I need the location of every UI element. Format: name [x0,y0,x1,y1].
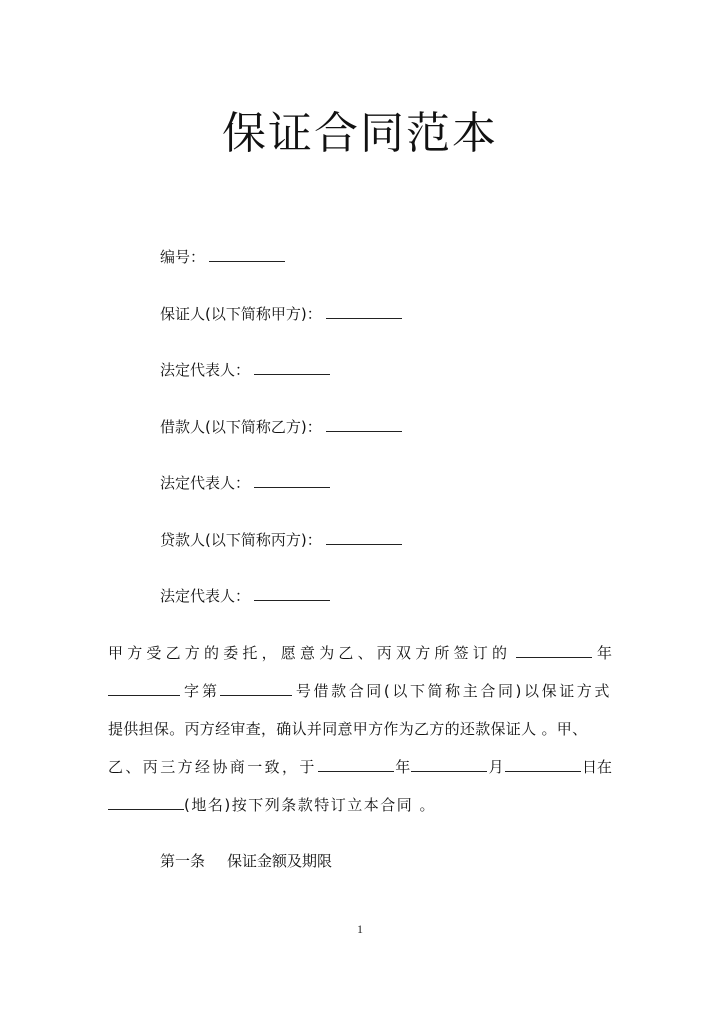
field-lender-legal-rep [160,585,330,607]
field-label: 贷款人(以下简称丙方)： [160,531,322,549]
blank-line [326,417,402,432]
text-segment: 号借款合同(以下简称主合同)以保证方式 [295,682,612,700]
text-segment: 年 [596,644,612,662]
field-label: 法定代表人： [160,361,251,379]
paragraph-line-4 [108,756,612,778]
text-segment: 提供担保。丙方经审查，确认并同意甲方作为乙方的还款保证人 。甲、 [108,720,588,738]
blank-line [254,360,330,375]
paragraph-line-1 [108,642,612,664]
blank-line [318,757,394,772]
text-segment: 字第 [183,682,220,700]
page-number: 1 [357,922,363,936]
article-number: 第一条 [160,852,206,870]
field-borrower-legal-rep [160,472,330,494]
field-label: 借款人(以下简称乙方)： [160,418,322,436]
text-segment: 乙、丙三方经协商一致，于 [108,758,317,776]
paragraph-line-3 [108,718,612,740]
field-lender [160,529,402,551]
blank-line [209,247,285,262]
blank-line [326,530,402,545]
text-segment: (地名)按下列条款特订立本合同 。 [184,796,436,814]
document-title: 保证合同范本 [222,108,498,159]
blank-line [505,757,581,772]
article-heading [160,850,332,872]
field-guarantor [160,303,402,325]
text-segment: 年 [395,758,411,776]
blank-line [516,643,592,658]
field-guarantor-legal-rep [160,359,330,381]
blank-line [326,304,402,319]
field-label: 法定代表人： [160,474,251,492]
blank-line [254,586,330,601]
field-contract-number [160,246,285,268]
text-segment: 日在 [581,758,612,776]
paragraph-line-2 [108,680,612,702]
paragraph-line-5 [108,794,612,816]
field-label: 编号： [160,248,206,266]
blank-line [220,681,292,696]
text-segment: 甲方受乙方的委托，愿意为乙、丙双方所签订的 [108,644,512,662]
field-borrower [160,416,402,438]
blank-line [254,473,330,488]
blank-line [108,795,184,810]
article-title: 保证金额及期限 [227,852,333,870]
blank-line [108,681,180,696]
text-segment: 月 [488,758,504,776]
field-label: 法定代表人： [160,587,251,605]
field-label: 保证人(以下简称甲方)： [160,305,322,323]
blank-line [411,757,487,772]
